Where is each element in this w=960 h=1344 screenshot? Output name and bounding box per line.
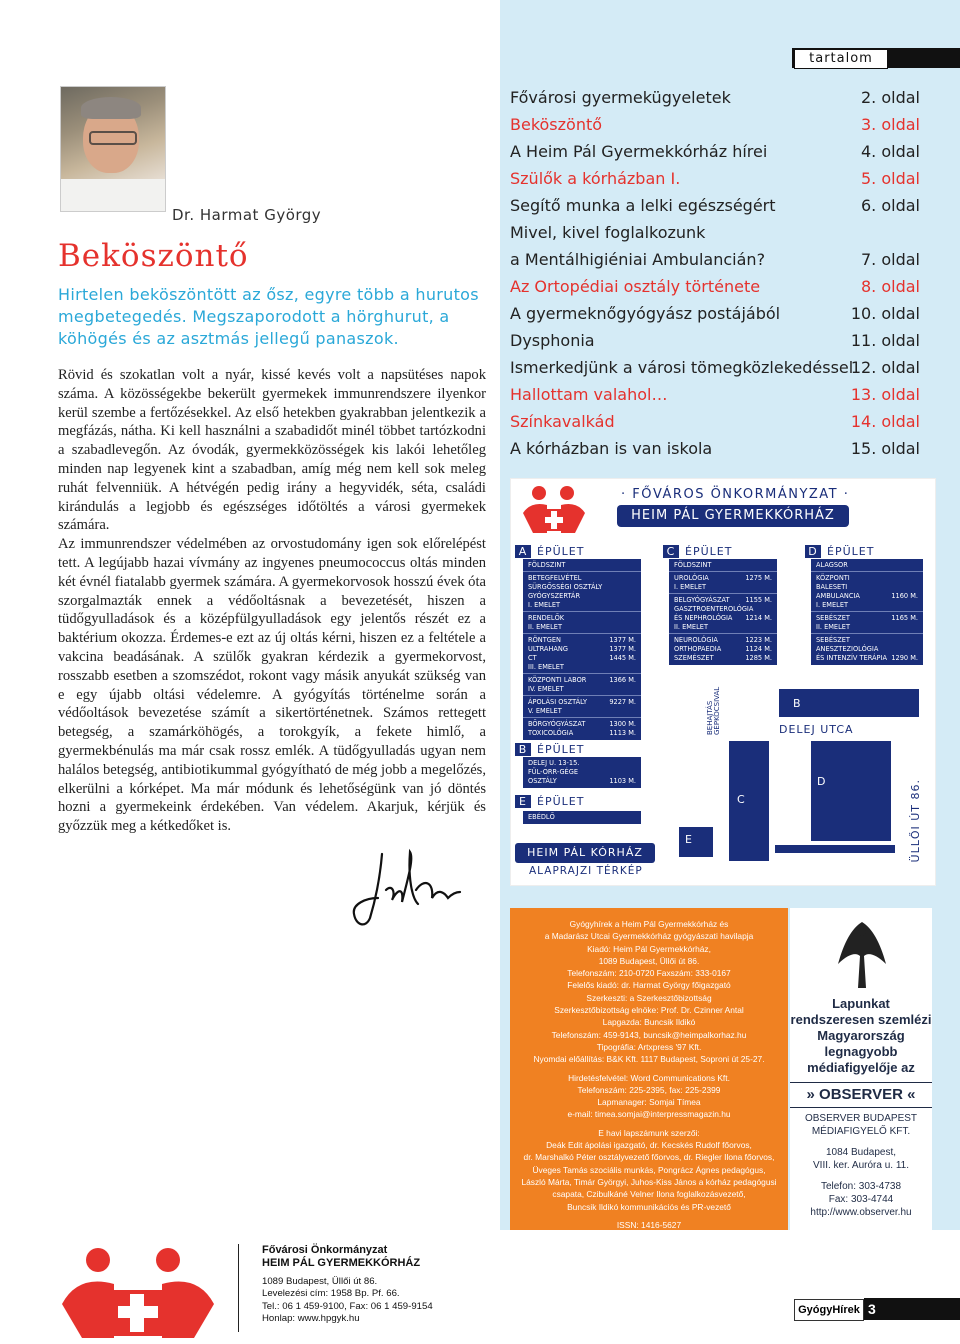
department-row bbox=[528, 759, 636, 768]
department-name: FÜL-ORR-GÉGE bbox=[528, 768, 578, 776]
building-e-heading: E ÉPÜLET bbox=[515, 795, 584, 808]
toc-entry-page: 15. oldal bbox=[850, 439, 920, 458]
department-row bbox=[528, 645, 636, 654]
observer-url: http://www.observer.hu bbox=[810, 1207, 912, 1218]
imprint-line: Buncsik Ildikó kommunikációs és PR-vezető bbox=[567, 1201, 731, 1212]
department-extension: 1377 M. bbox=[609, 645, 636, 653]
department-name: AMBULANCIA bbox=[816, 592, 860, 600]
department-extension: 1155 M. bbox=[745, 596, 772, 604]
magazine-logo: GyógyHírek bbox=[794, 1299, 864, 1321]
floor-label: I. EMELET bbox=[523, 601, 641, 612]
toc-entry-page: 14. oldal bbox=[850, 412, 920, 431]
signature bbox=[352, 848, 462, 932]
toc-entry[interactable] bbox=[510, 167, 920, 194]
department-extension: 1165 M. bbox=[891, 614, 918, 622]
imprint-line: Gyógyhírek a Heim Pál Gyermekkórház és bbox=[569, 919, 729, 929]
toc-entry[interactable] bbox=[510, 275, 920, 302]
imprint-line: Lapmanager: Somjai Tímea bbox=[597, 1097, 701, 1108]
imprint-line: Telefonszám: 210-0720 Faxszám: 333-0167 bbox=[567, 968, 731, 979]
observer-line: legnagyobb bbox=[824, 1044, 898, 1059]
floor-label: I. EMELET bbox=[811, 601, 923, 612]
department-name: ÉS INTENZÍV TERÁPIA bbox=[816, 654, 887, 662]
department-name: RENDELŐK bbox=[528, 614, 565, 622]
department-row bbox=[674, 636, 772, 645]
footer-contact bbox=[262, 1244, 433, 1326]
observer-company: OBSERVER BUDAPEST bbox=[804, 1113, 918, 1124]
department-row bbox=[528, 720, 636, 729]
department-name: BELGYÓGYÁSZAT bbox=[674, 596, 730, 604]
map-header-hospital: HEIM PÁL GYERMEKKÓRHÁZ bbox=[617, 505, 849, 527]
page-number-bar bbox=[864, 1298, 960, 1320]
building-d-heading: D ÉPÜLET bbox=[805, 545, 874, 558]
toc-entry-page: 12. oldal bbox=[850, 358, 920, 377]
department-extension: 1113 M. bbox=[609, 729, 636, 737]
imprint-line: Üveges Tamás szociális munkás, Pongrácz Ágnes pedagógus, bbox=[532, 1164, 766, 1175]
department-name: OSZTÁLY bbox=[528, 777, 557, 785]
department-name: KÖZPONTI LABOR bbox=[528, 676, 587, 684]
footer-mail-address: Levelezési cím: 1958 Bp. Pf. 66. bbox=[262, 1288, 400, 1300]
department-name: NEUROLÓGIA bbox=[674, 636, 718, 644]
toc-entry-page: 4. oldal bbox=[861, 142, 920, 161]
department-row bbox=[674, 596, 772, 605]
street-label-delej: DELEJ UTCA bbox=[779, 723, 854, 736]
plan-label-d: D bbox=[817, 775, 827, 788]
department-extension: 9227 M. bbox=[609, 698, 636, 706]
plan-label-c: C bbox=[737, 793, 746, 806]
building-a-directory bbox=[523, 559, 641, 740]
imprint-line: Szerkesztőbizottság elnöke: Prof. Dr. Czinner Antal bbox=[554, 1005, 744, 1016]
building-a-heading: A ÉPÜLET bbox=[515, 545, 584, 558]
floor-label: III. EMELET bbox=[523, 663, 641, 674]
observer-line: rendszeresen szemlézi bbox=[790, 1012, 932, 1027]
toc-entry-page: 8. oldal bbox=[861, 277, 920, 296]
floor-label: II. EMELET bbox=[811, 623, 923, 634]
plan-label-b: B bbox=[793, 697, 802, 710]
department-row bbox=[528, 676, 636, 685]
observer-fax: Fax: 303-4744 bbox=[828, 1194, 894, 1205]
article-lead: Hirtelen beköszöntött az ősz, egyre több a hurutos megbetegedés. Megszaporodott a hörghurut, a köhögés és az asztmás jellegű panaszok. bbox=[58, 285, 479, 348]
building-d-directory bbox=[811, 559, 923, 665]
toc-entry-page: 11. oldal bbox=[850, 331, 920, 350]
article-body bbox=[58, 366, 486, 836]
toc-entry[interactable] bbox=[510, 86, 920, 113]
toc-entry-title: Mivel, kivel foglalkozunk bbox=[510, 223, 706, 242]
department-name: BETEGFELVÉTEL bbox=[528, 574, 582, 582]
department-name: KÖZPONTI bbox=[816, 574, 850, 582]
toc-entry-title: A kórházban is van iskola bbox=[510, 439, 713, 458]
footer-address: 1089 Budapest, Üllői út 86. bbox=[262, 1276, 378, 1287]
department-row bbox=[528, 654, 636, 663]
imprint-line: ISSN: 1416-5627 bbox=[616, 1219, 682, 1230]
toc-entry-page: 13. oldal bbox=[850, 385, 920, 404]
building-b-directory bbox=[523, 757, 641, 788]
eagle-icon bbox=[834, 918, 890, 992]
article-paragraph: Az immunrendszer védelmében az orvostudomány igen sok előrelépést tett. A legújabb hazai vívmány az ingyenes pneumococcus oltás minden két évnél fiatalabb gyermek számára. A gyermekorvosok hosszú évek óta szorgalmazták ennek a védőoltásnak a bevezetését, hiszen a tüdőgyulladások és a középfülgyulladások egy jelentős részét ez a baktérium okozza. Érdemes-e ezt az új oltás kérni, hiszen ez a feltétele a vakcina beadásának. A szülők gyakran kérdezik a gyermekorvost, rosszabb esetben a szomszédot, rokont vagy másik anyukát szükség van e egy újabb oltási védelemre. A gyógyítás történelme során a védőoltások bevezetése számít a sikertörténetnek. Számos rettegett betegség, a szamárköhögés, a torokgyík, a fekete himlő, a gyermekbénulás ma már csak rossz emlék. A tüdőgyulladás ugyan nem halálos betegség, antibiotikummal gyógyítható de még jobb a megelőzés, elkerülni a kórképet. Ma már módunk és lehetőségünk van jó döntés hozni a gyermekeink érdekében. Van védelem. Akarjuk, kérjük és győzzük meg a kétkedőket is. bbox=[58, 536, 486, 835]
department-extension: 1214 M. bbox=[745, 614, 772, 622]
department-name: GASZTROENTEROLÓGIA bbox=[674, 605, 754, 613]
floor-label: II. EMELET bbox=[523, 623, 641, 634]
toc-entry-title: A Heim Pál Gyermekkórház hírei bbox=[510, 142, 768, 161]
imprint-line: e-mail: timea.somjai@interpressmagazin.hu bbox=[567, 1109, 731, 1120]
article-paragraph: Rövid és szokatlan volt a nyár, kissé kevés volt a napsütéses napok száma. A közösségekbe bekerült gyermekek immunrendszere ilyenkor kerül szembe a fertőzésekkel. Az első hetekben gyakrabban jelentkezik a megfázás, nátha. Ki kell használni a szabadidőt minél többet tartózkodni a szabadlevegőn. Az óvodák, gyermekközösségek kis lakói lehetőleg minden nap legyenek kint a szabadban, amíg még nem kell sok meleg ruhát felvenniük. A hétvégén pedig irány a hegyvidék, séta, családi kirándulás a legjobb és egészséges időtöltés a városi gyermekek számára. bbox=[58, 367, 486, 534]
department-extension: 1160 M. bbox=[891, 592, 918, 600]
footer-website: Honlap: www.hpgyk.hu bbox=[262, 1313, 360, 1325]
author-photo bbox=[60, 86, 166, 212]
footer-divider bbox=[238, 1244, 239, 1332]
toc-entry[interactable] bbox=[510, 302, 920, 329]
department-row bbox=[816, 574, 918, 583]
department-name: ANESZTEZIOLÓGIA bbox=[816, 645, 879, 653]
department-name: ÉS NEPHROLÓGIA bbox=[674, 614, 733, 622]
department-extension: 1103 M. bbox=[609, 777, 636, 785]
department-extension: 1445 M. bbox=[609, 654, 636, 662]
floor-label: I. EMELET bbox=[669, 583, 777, 594]
department-row bbox=[528, 574, 636, 583]
department-extension: 1366 M. bbox=[609, 676, 636, 684]
imprint-line: Hirdetésfelvétel: Word Communications Kft. bbox=[568, 1072, 730, 1083]
imprint-line: Szerkeszti: a Szerkesztőbizottság bbox=[586, 992, 712, 1003]
department-extension: 1377 M. bbox=[609, 636, 636, 644]
toc-entry-title: a Mentálhigiéniai Ambulancián? bbox=[510, 250, 766, 269]
imprint-line: Kiadó: Heim Pál Gyermekkórház, bbox=[587, 943, 711, 954]
observer-line: Lapunkat bbox=[832, 996, 890, 1011]
department-name: TOXICOLÓGIA bbox=[528, 729, 574, 737]
street-label-ulloi: ÜLLŐI ÚT 86. bbox=[909, 779, 922, 863]
toc-entry-title: A gyermeknőgyógyász postájából bbox=[510, 304, 781, 323]
department-row bbox=[674, 614, 772, 623]
imprint-line: Lapgazda: Buncsik Ildikó bbox=[602, 1017, 696, 1028]
imprint-line: László Márta, Timár Györgyi, Juhos-Kiss János a kórház pedagógusi bbox=[521, 1176, 777, 1187]
department-name: SEBÉSZET bbox=[816, 614, 850, 622]
toc-entry[interactable] bbox=[510, 410, 920, 437]
floor-label: FÖLDSZINT bbox=[669, 561, 777, 572]
toc-entry-title: Segítő munka a lelki egészségért bbox=[510, 196, 776, 215]
entrance-label: BEHAJTÁS GÉPKOCSIVAL bbox=[706, 686, 721, 735]
imprint-line: Felelős kiadó: dr. Harmat György főigazgató bbox=[567, 980, 731, 991]
toc-entry[interactable] bbox=[510, 113, 920, 140]
building-c-heading: C ÉPÜLET bbox=[663, 545, 732, 558]
department-row bbox=[674, 645, 772, 654]
department-name: SZEMÉSZET bbox=[674, 654, 714, 662]
department-name: ORTHOPAEDIA bbox=[674, 645, 722, 653]
department-row bbox=[528, 583, 636, 592]
department-row bbox=[528, 698, 636, 707]
department-row bbox=[674, 605, 772, 614]
toc-entry-title: Ismerkedjünk a városi tömegközlekedéssel bbox=[510, 358, 854, 377]
imprint-line: 1089 Budapest, Üllői út 86. bbox=[598, 955, 700, 966]
toc-entry-page: 5. oldal bbox=[861, 169, 920, 188]
department-row bbox=[528, 636, 636, 645]
building-b-heading: B ÉPÜLET bbox=[515, 743, 584, 756]
floor-label: II. EMELET bbox=[669, 623, 777, 634]
toc-entry[interactable] bbox=[510, 140, 920, 167]
toc-entry[interactable] bbox=[510, 437, 920, 464]
toc-entry-title: Szülők a kórházban I. bbox=[510, 169, 681, 188]
department-extension: 1124 M. bbox=[745, 645, 772, 653]
toc-entry-title: Dysphonia bbox=[510, 331, 595, 350]
department-name: ULTRAHANG bbox=[528, 645, 568, 653]
department-extension: 1275 M. bbox=[745, 574, 772, 582]
observer-ad bbox=[790, 908, 932, 1230]
department-row bbox=[528, 777, 636, 786]
author-name: Dr. Harmat György bbox=[172, 206, 322, 224]
department-name: SÜRGŐSSÉGI OSZTÁLY bbox=[528, 583, 603, 591]
imprint-line: a Madarász Utcai Gyermekkórház gyógyászati havilapja bbox=[544, 931, 754, 942]
imprint-line: Deák Edit ápolási igazgató, dr. Kecskés Rudolf főorvos, bbox=[546, 1140, 752, 1151]
department-row bbox=[816, 645, 918, 654]
toc-entry-page: 2. oldal bbox=[861, 88, 920, 107]
department-row bbox=[816, 614, 918, 623]
section-tab-label: tartalom bbox=[794, 49, 888, 69]
plan-building-south bbox=[775, 845, 895, 853]
department-row bbox=[816, 654, 918, 663]
department-row bbox=[528, 729, 636, 738]
building-c-directory bbox=[669, 559, 777, 665]
floor-label: ALAGSOR bbox=[811, 561, 923, 572]
toc-entry[interactable] bbox=[510, 356, 920, 383]
imprint-line: dr. Marshalkó Péter osztályvezető főorvos, dr. Riegler Ilona főorvos, bbox=[523, 1152, 775, 1163]
observer-text bbox=[790, 996, 932, 1219]
department-extension: 1300 M. bbox=[609, 720, 636, 728]
imprint-line: Telefonszám: 225-2395, fax: 225-2399 bbox=[577, 1084, 721, 1095]
department-row bbox=[528, 768, 636, 777]
toc-entry-title: Beköszöntő bbox=[510, 115, 603, 134]
map-footer-floorplan: ALAPRAJZI TÉRKÉP bbox=[529, 865, 643, 877]
department-name: BALESETI bbox=[816, 583, 848, 591]
department-row bbox=[528, 614, 636, 623]
department-name: EBÉDLŐ bbox=[528, 813, 555, 821]
department-name: ÁPOLÁSI OSZTÁLY bbox=[528, 698, 587, 706]
toc-entry[interactable] bbox=[510, 383, 920, 410]
floor-label: IV. EMELET bbox=[523, 685, 641, 696]
article-title: Beköszöntő bbox=[58, 238, 249, 274]
map-footer-hospital: HEIM PÁL KÓRHÁZ bbox=[515, 843, 655, 863]
department-name: DELEJ U. 13-15. bbox=[528, 759, 580, 767]
imprint-line: E havi lapszámunk szerzői: bbox=[598, 1127, 700, 1138]
table-of-contents bbox=[510, 86, 920, 464]
imprint-lines bbox=[510, 908, 788, 1231]
page-number: 3 bbox=[868, 1301, 876, 1317]
department-name: RÖNTGEN bbox=[528, 636, 561, 644]
observer-line: Magyarország bbox=[817, 1028, 905, 1043]
toc-entry-title: Színkavalkád bbox=[510, 412, 615, 431]
imprint-line: Nyomdai előállítás: B&K Kft. 1117 Budapest, Soproni út 25-27. bbox=[533, 1054, 765, 1065]
toc-entry[interactable] bbox=[510, 248, 920, 275]
observer-phone: Telefon: 303-4738 bbox=[820, 1181, 902, 1192]
toc-entry-page: 7. oldal bbox=[861, 250, 920, 269]
observer-company: MÉDIAFIGYELŐ KFT. bbox=[811, 1126, 911, 1137]
imprint-line: Tipográfia: Artxpress '97 Kft. bbox=[596, 1041, 702, 1052]
department-row bbox=[674, 654, 772, 663]
department-extension: 1223 M. bbox=[745, 636, 772, 644]
imprint-line: csapata, Czibulkáné Velner Ilona foglalkozásvezető, bbox=[552, 1189, 746, 1200]
observer-line: médiafigyelője az bbox=[807, 1060, 915, 1075]
hospital-logo-icon bbox=[521, 483, 587, 535]
toc-entry[interactable] bbox=[510, 194, 920, 221]
observer-address: VIII. ker. Auróra u. 11. bbox=[813, 1160, 909, 1171]
imprint-line: Telefonszám: 459-9143, buncsik@heimpalkorhaz.hu bbox=[551, 1029, 747, 1040]
department-row bbox=[528, 592, 636, 601]
hospital-footer-logo-icon bbox=[58, 1244, 218, 1340]
footer-phone: Tel.: 06 1 459-9100, Fax: 06 1 459-9154 bbox=[262, 1300, 433, 1312]
plan-building-c bbox=[729, 741, 769, 861]
toc-entry-title: Fővárosi gyermekügyeletek bbox=[510, 88, 731, 107]
department-extension: 1290 M. bbox=[891, 654, 918, 662]
department-name: SEBÉSZET bbox=[816, 636, 850, 644]
floor-label: FÖLDSZINT bbox=[523, 561, 641, 572]
department-extension: 1285 M. bbox=[745, 654, 772, 662]
department-name: UROLÓGIA bbox=[674, 574, 709, 582]
imprint-box bbox=[510, 908, 788, 1230]
toc-entry-page: 6. oldal bbox=[861, 196, 920, 215]
toc-entry[interactable] bbox=[510, 221, 920, 248]
department-row bbox=[528, 813, 636, 822]
department-row bbox=[816, 592, 918, 601]
toc-entry-page: 3. oldal bbox=[861, 115, 920, 134]
department-row bbox=[674, 574, 772, 583]
hospital-floor-plan bbox=[510, 478, 936, 886]
map-header-municipality: · FŐVÁROS ÖNKORMÁNYZAT · bbox=[621, 487, 850, 502]
building-e-directory bbox=[523, 811, 641, 824]
department-name: CT bbox=[528, 654, 537, 662]
plan-label-e: E bbox=[685, 833, 693, 846]
department-row bbox=[816, 583, 918, 592]
footer-hospital: HEIM PÁL GYERMEKKÓRHÁZ bbox=[262, 1257, 421, 1269]
floor-label: V. EMELET bbox=[523, 707, 641, 718]
department-name: GYÓGYSZERTÁR bbox=[528, 592, 581, 600]
toc-entry-title: Hallottam valahol… bbox=[510, 385, 668, 404]
toc-entry-page: 10. oldal bbox=[850, 304, 920, 323]
plan-building-d bbox=[811, 741, 891, 841]
toc-entry-title: Az Ortopédiai osztály története bbox=[510, 277, 761, 296]
department-row bbox=[816, 636, 918, 645]
observer-brand: » OBSERVER « bbox=[790, 1082, 932, 1108]
footer-org: Fővárosi Önkormányzat bbox=[262, 1244, 388, 1256]
department-name: BŐRGYÓGYÁSZAT bbox=[528, 720, 586, 728]
toc-entry[interactable] bbox=[510, 329, 920, 356]
observer-address: 1084 Budapest, bbox=[825, 1147, 897, 1158]
